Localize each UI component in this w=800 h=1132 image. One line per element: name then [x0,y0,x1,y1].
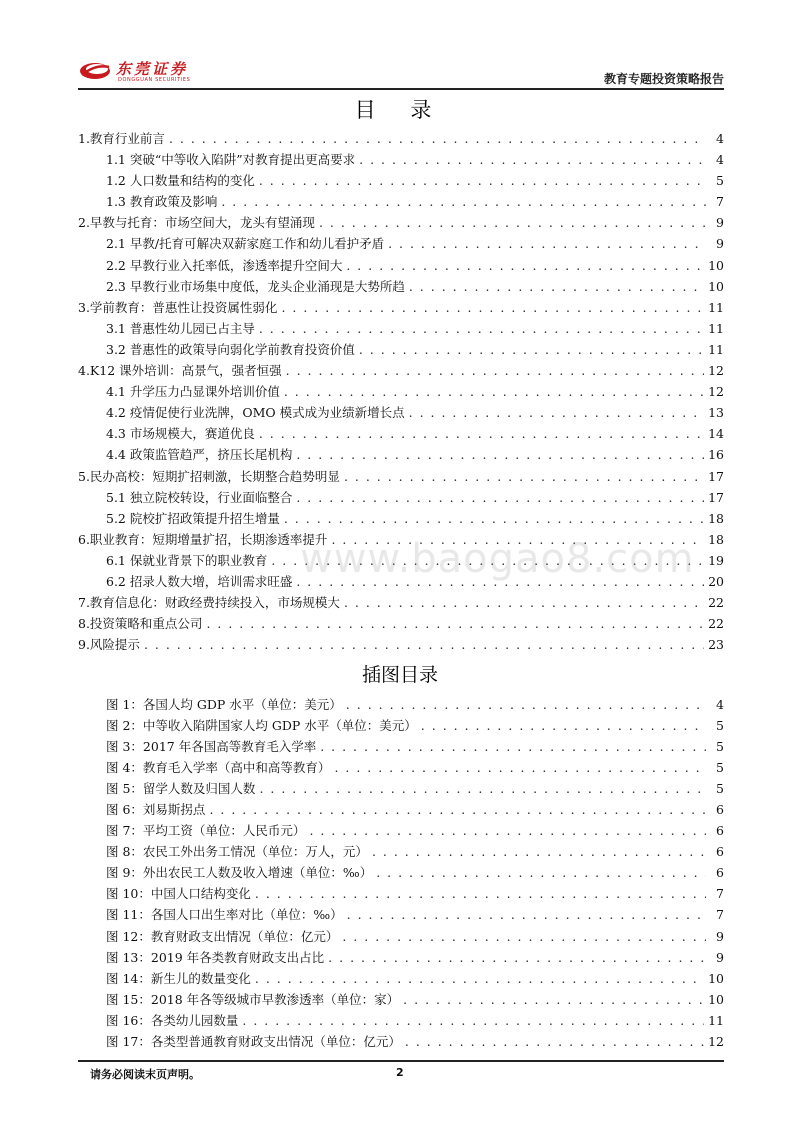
figure-entry-page[interactable]: 4 [716,697,724,712]
toc-entry-page[interactable]: 11 [708,341,724,357]
figure-entry-label[interactable]: 图 1：各国人均 GDP 水平（单位：美元） [106,697,342,712]
figure-entry-label[interactable]: 图 13：2019 年各类教育财政支出占比 [106,949,325,965]
figure-entry-page[interactable]: 5 [716,739,724,755]
dot-leader [284,384,704,399]
figure-entry[interactable] [78,779,724,800]
toc-entry[interactable] [78,234,724,255]
toc-entry-label[interactable]: 3.学前教育：普惠性让投资属性弱化 [78,299,278,315]
toc-entry[interactable] [78,129,724,150]
toc-entry[interactable] [78,256,724,277]
dot-leader [206,616,704,631]
figure-entry-label[interactable]: 图 16：各类幼儿园数量 [106,1012,239,1028]
toc-entry[interactable] [78,213,724,234]
toc-entry[interactable] [78,319,724,340]
dot-leader [405,1034,704,1049]
dot-leader [388,236,706,251]
dot-leader [344,595,704,610]
toc-entry-page[interactable]: 11 [708,320,724,336]
toc-entry[interactable] [78,192,724,213]
toc-entry-label[interactable]: 6.2 招录人数大增，培训需求旺盛 [106,573,293,589]
dot-leader [296,447,704,462]
dot-leader [320,739,706,754]
dot-leader [144,637,704,652]
dot-leader [221,194,706,209]
figure-entry-page[interactable]: 6 [716,823,724,839]
figure-entry[interactable] [78,990,724,1011]
dot-leader [169,131,706,146]
toc-entry-label[interactable]: 1.教育行业前言 [78,131,165,146]
dot-leader [309,823,706,838]
figure-entry[interactable] [78,716,724,737]
toc-entry-page[interactable]: 13 [708,405,724,421]
toc-entry-label[interactable]: 3.1 普惠性幼儿园已占主导 [106,320,255,336]
toc-entry[interactable] [78,635,724,656]
figure-entry-label[interactable]: 图 2：中等收入陷阱国家人均 GDP 水平（单位：美元） [106,718,417,734]
toc-entry[interactable] [78,150,724,171]
toc-entry-page[interactable]: 18 [708,531,724,547]
figure-entry-label[interactable]: 图 5：留学人数及归国人数 [106,781,256,797]
figure-entry-page[interactable]: 6 [716,844,724,860]
toc-entry-page[interactable]: 10 [708,278,724,294]
figure-entry-page[interactable]: 5 [716,760,724,776]
figure-entry-page[interactable]: 11 [708,1012,724,1028]
toc-entry-page[interactable]: 5 [716,173,724,189]
dot-leader [342,929,706,944]
toc-entry-label[interactable]: 5.1 独立院校转设，行业面临整合 [106,489,293,505]
toc-entry-label[interactable]: 9.风险提示 [78,637,140,653]
figure-entry-page[interactable]: 9 [716,928,724,944]
toc-entry-page[interactable]: 9 [716,215,724,231]
dot-leader [284,511,704,526]
figure-entry-label[interactable]: 图 6：刘易斯拐点 [106,802,206,818]
figure-entry[interactable] [78,695,724,716]
figure-entry[interactable] [78,884,724,905]
dot-leader [296,490,704,505]
toc-entry[interactable] [78,424,724,445]
figure-entry-label[interactable]: 图 7：平均工资（单位：人民币元） [106,823,306,839]
figure-entry[interactable] [78,969,724,990]
toc-entry-page[interactable]: 7 [716,194,724,210]
dot-leader [409,405,704,420]
toc-entry-page[interactable]: 9 [716,236,724,252]
figure-entry-page[interactable]: 6 [716,865,724,881]
dot-leader [319,215,706,230]
toc-entry[interactable] [78,488,724,509]
dot-leader [334,760,706,775]
figure-entry-page[interactable]: 7 [716,907,724,923]
toc-entry-label[interactable]: 6.1 保就业背景下的职业教育 [106,552,268,568]
toc-entry-label[interactable]: 4.K12 课外培训：高景气，强者恒强 [78,363,282,379]
dot-leader [346,697,706,712]
figure-entry-page[interactable]: 7 [716,886,724,902]
toc-entry-page[interactable]: 23 [708,637,724,653]
figure-entry[interactable] [78,758,724,779]
toc-entry-label[interactable]: 4.3 市场规模大，赛道优良 [106,426,255,442]
figure-entry-page[interactable]: 10 [708,991,724,1007]
dot-leader [255,886,706,901]
dot-leader [409,279,704,294]
toc-entry-label[interactable]: 2.3 早教行业市场集中度低，龙头企业涌现是大势所趋 [106,278,405,294]
dot-leader [344,469,704,484]
dot-leader [259,173,706,188]
figure-entry-label[interactable]: 图 11：各国人口出生率对比（单位：‰） [106,907,343,923]
toc-entry-page[interactable]: 4 [716,131,724,146]
toc-entry-label[interactable]: 1.3 教育政策及影响 [106,194,218,210]
toc-entry-page[interactable]: 19 [708,552,724,568]
figure-entry[interactable] [78,927,724,948]
figure-entry[interactable] [78,1032,724,1053]
toc-entry[interactable] [78,361,724,382]
header-divider [78,88,724,90]
toc-entry-page[interactable]: 17 [708,468,724,484]
toc-entry[interactable] [78,382,724,403]
toc-entry[interactable] [78,298,724,319]
figure-entry-page[interactable]: 5 [716,718,724,734]
toc-entry-label[interactable]: 4.4 政策监管趋严，挤压长尾机构 [106,447,293,463]
figure-entry-label[interactable]: 图 12：教育财政支出情况（单位：亿元） [106,928,339,944]
toc-entry-page[interactable]: 11 [708,299,724,315]
company-logo [78,56,218,86]
figure-entry-label[interactable]: 图 9：外出农民工人数及收入增速（单位：‰） [106,865,373,881]
toc-entry[interactable] [78,277,724,298]
toc-entry-label[interactable]: 5.民办高校：短期扩招刺激，长期整合趋势明显 [78,468,340,484]
dot-leader [346,258,704,273]
figure-entry-page[interactable]: 10 [708,970,724,986]
footer-divider [78,1060,724,1062]
figure-entry-label[interactable]: 图 4：教育毛入学率（高中和高等教育） [106,760,331,776]
page-header [78,56,724,90]
figure-entry-page[interactable]: 9 [716,949,724,965]
logo-text-cn: 东莞证券 [116,60,189,78]
toc-entry-label[interactable]: 2.早教与托育：市场空间大，龙头有望涌现 [78,215,315,231]
dot-leader [242,1013,704,1028]
dot-leader [421,718,706,733]
toc-entry[interactable] [78,340,724,361]
dot-leader [403,992,704,1007]
toc-entry-label[interactable]: 1.2 人口数量和结构的变化 [106,173,255,189]
dot-leader [359,342,704,357]
figure-entry-label[interactable]: 图 3：2017 年各国高等教育毛入学率 [106,739,317,755]
toc-entry-label[interactable]: 2.1 早教/托育可解决双薪家庭工作和幼儿看护矛盾 [106,236,385,252]
toc-entry-label[interactable]: 5.2 院校扩招政策提升招生增量 [106,510,280,526]
toc-title: 目 录 [354,98,446,122]
toc-entry-label[interactable]: 4.1 升学压力凸显课外培训价值 [106,384,280,400]
dot-leader [281,300,704,315]
page-number: 2 [396,1066,404,1079]
dot-leader [286,363,704,378]
figure-entry-page[interactable]: 6 [716,802,724,818]
dot-leader [347,907,706,922]
figure-entry-page[interactable]: 12 [708,1033,724,1049]
toc-entry-label[interactable]: 8.投资策略和重点公司 [78,616,203,632]
figure-entry-label[interactable]: 图 17：各类型普通教育财政支出情况（单位：亿元） [106,1033,401,1049]
figure-entry[interactable] [78,821,724,842]
figure-entry[interactable] [78,737,724,758]
dot-leader [255,971,704,986]
dot-leader [259,321,704,336]
dot-leader [376,865,706,880]
toc-entry[interactable] [78,445,724,466]
figure-entry-label[interactable]: 图 10：中国人口结构变化 [106,886,251,902]
toc-entry[interactable] [78,509,724,530]
dot-leader [209,802,706,817]
dot-leader [328,950,706,965]
figure-entry-page[interactable]: 5 [716,781,724,797]
toc-entry-page[interactable]: 14 [708,426,724,442]
toc-entry[interactable] [78,593,724,614]
disclaimer-note: 请务必阅读末页声明。 [90,1068,200,1081]
figure-entry-label[interactable]: 图 15：2018 年各等级城市早教渗透率（单位：家） [106,991,400,1007]
toc-entry[interactable] [78,171,724,192]
toc-entry[interactable] [78,614,724,635]
toc-entry-label[interactable]: 2.2 早教行业入托率低，渗透率提升空间大 [106,257,343,273]
figure-entry[interactable] [78,905,724,926]
dot-leader [259,426,704,441]
figure-entry[interactable] [78,863,724,884]
logo-swoosh-icon [78,58,112,82]
figure-entry[interactable] [78,842,724,863]
figure-entry[interactable] [78,1011,724,1032]
watermark: www.baogao8.com [300,536,695,582]
figure-list-title: 插图目录 [361,664,438,686]
figure-entry[interactable] [78,800,724,821]
toc-entry-page[interactable]: 22 [708,616,724,632]
toc-entry-label[interactable]: 1.1 突破“中等收入陷阱”对教育提出更高要求 [106,152,356,168]
toc-entry[interactable] [78,403,724,424]
toc-entry-page[interactable]: 18 [708,510,724,526]
toc-entry[interactable] [78,467,724,488]
toc-entry-page[interactable]: 17 [708,489,724,505]
figure-entry[interactable] [78,948,724,969]
logo-text-en: DONGGUAN SECURITIES [118,77,191,83]
figure-entry-label[interactable]: 图 14：新生儿的数量变化 [106,970,251,986]
toc-entry-label[interactable]: 6.职业教育：短期增量扩招，长期渗透率提升 [78,531,328,547]
toc-entry-page[interactable]: 10 [708,257,724,273]
toc-entry-page[interactable]: 22 [708,595,724,611]
toc-entry-label[interactable]: 7.教育信息化：财政经费持续投入，市场规模大 [78,595,340,611]
figure-list [78,695,724,1053]
toc-entry-page[interactable]: 12 [708,384,724,400]
report-title: 教育专题投资策略报告 [603,72,724,86]
toc-entry-page[interactable]: 12 [708,363,724,379]
toc-entry-page[interactable]: 16 [708,447,724,463]
toc-entry-label[interactable]: 3.2 普惠性的政策导向弱化学前教育投资价值 [106,341,355,357]
dot-leader [259,781,706,796]
dot-leader [359,152,706,167]
figure-entry-label[interactable]: 图 8：农民工外出务工情况（单位：万人，元） [106,844,368,860]
dot-leader [372,844,706,859]
toc-entry-label[interactable]: 4.2 疫情促使行业洗牌，OMO 模式成为业绩新增长点 [106,405,405,421]
toc-entry-page[interactable]: 20 [708,573,724,589]
toc-entry-page[interactable]: 4 [716,152,724,168]
